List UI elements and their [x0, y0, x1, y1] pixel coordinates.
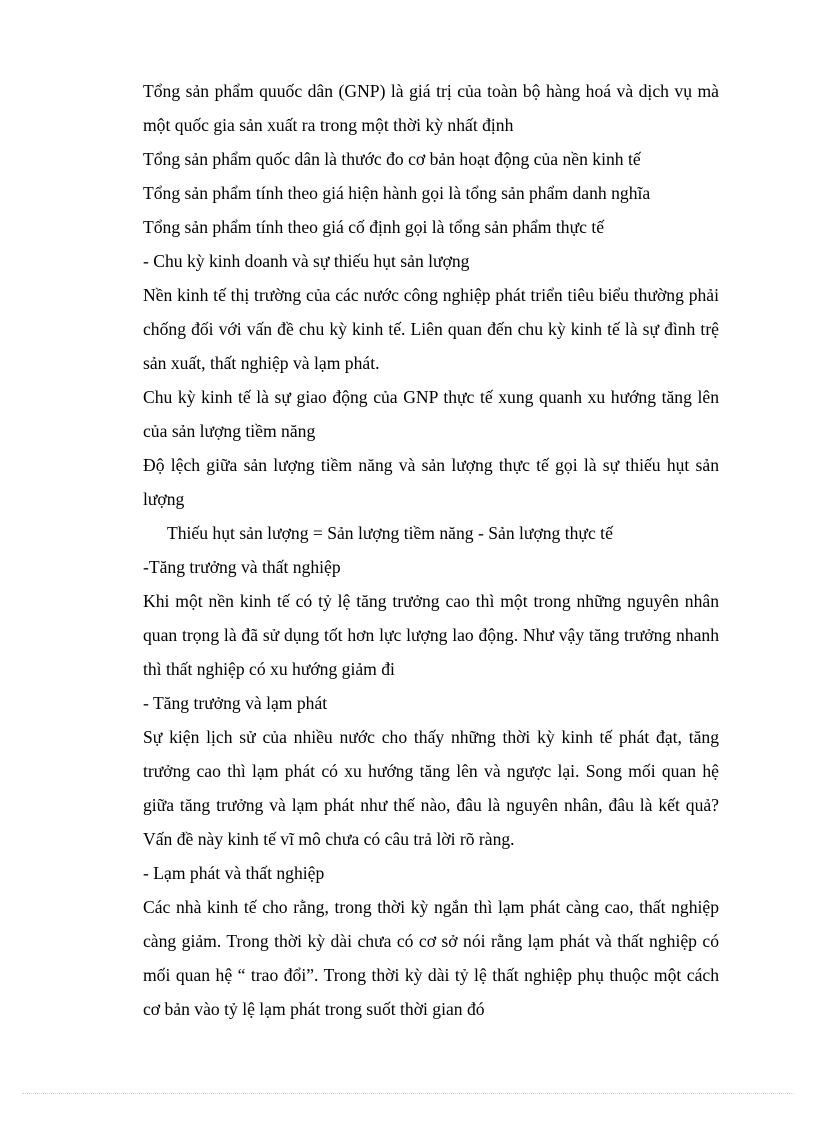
heading-business-cycle: - Chu kỳ kinh doanh và sự thiếu hụt sản lượng — [143, 251, 470, 271]
paragraph-real-gnp: Tổng sản phẩm tính theo giá cố định gọi là tổng sản phẩm thực tế — [143, 217, 605, 237]
paragraph-growth-unemployment: Khi một nền kinh tế có tỷ lệ tăng trưởng cao thì một trong những nguyên nhân quan trọng là đã sử dụng tốt hơn lực lượng lao động. Như vậy tăng trưởng nhanh thì thất nghiệp có xu hướng giảm đi — [143, 591, 719, 679]
paragraph-market-economy: Nền kinh tế thị trường của các nước công nghiệp phát triển tiêu biểu thường phải chống đối với vấn đề chu kỳ kinh tế. Liên quan đến chu kỳ kinh tế là sự đình trệ sản xuất, thất nghiệp và lạm phát. — [143, 285, 719, 373]
paragraph-inflation-unemployment: Các nhà kinh tế cho rằng, trong thời kỳ ngắn thì lạm phát càng cao, thất nghiệp càng giảm. Trong thời kỳ dài chưa có cơ sở nói rằng lạm phát và thất nghiệp có mối quan hệ “ trao đổi”. Trong thời kỳ dài tỷ lệ thất nghiệp phụ thuộc một cách cơ bản vào tỷ lệ lạm phát trong suốt thời gian đó — [143, 897, 719, 1019]
heading-inflation-unemployment: - Lạm phát và thất nghiệp — [143, 863, 325, 883]
paragraph-output-gap-definition: Độ lệch giữa sản lượng tiềm năng và sản lượng thực tế gọi là sự thiếu hụt sản lượng — [143, 455, 719, 509]
document-body — [143, 74, 719, 1026]
paragraph-business-cycle-definition: Chu kỳ kinh tế là sự giao động của GNP thực tế xung quanh xu hướng tăng lên của sản lượng tiềm năng — [143, 387, 719, 441]
bottom-dotted-divider — [22, 1093, 794, 1094]
paragraph-nominal-gnp: Tổng sản phẩm tính theo giá hiện hành gọi là tổng sản phẩm danh nghĩa — [143, 183, 651, 203]
paragraph-growth-inflation: Sự kiện lịch sử của nhiều nước cho thấy những thời kỳ kinh tế phát đạt, tăng trưởng cao thì lạm phát có xu hướng tăng lên và ngược lại. Song mối quan hệ giữa tăng trưởng và lạm phát như thế nào, đâu là nguyên nhân, đâu là kết quả? Vấn đề này kinh tế vĩ mô chưa có câu trả lời rõ ràng. — [143, 727, 719, 849]
paragraph-gnp-measure: Tổng sản phẩm quốc dân là thước đo cơ bản hoạt động của nền kinh tế — [143, 149, 641, 169]
formula-output-gap: Thiếu hụt sản lượng = Sản lượng tiềm năng - Sản lượng thực tế — [167, 523, 613, 543]
heading-growth-unemployment: -Tăng trưởng và thất nghiệp — [143, 557, 341, 577]
paragraph-gnp-definition: Tổng sản phẩm quuốc dân (GNP) là giá trị của toàn bộ hàng hoá và dịch vụ mà một quốc gia sản xuất ra trong một thời kỳ nhất định — [143, 81, 719, 135]
heading-growth-inflation: - Tăng trưởng và lạm phát — [143, 693, 328, 713]
